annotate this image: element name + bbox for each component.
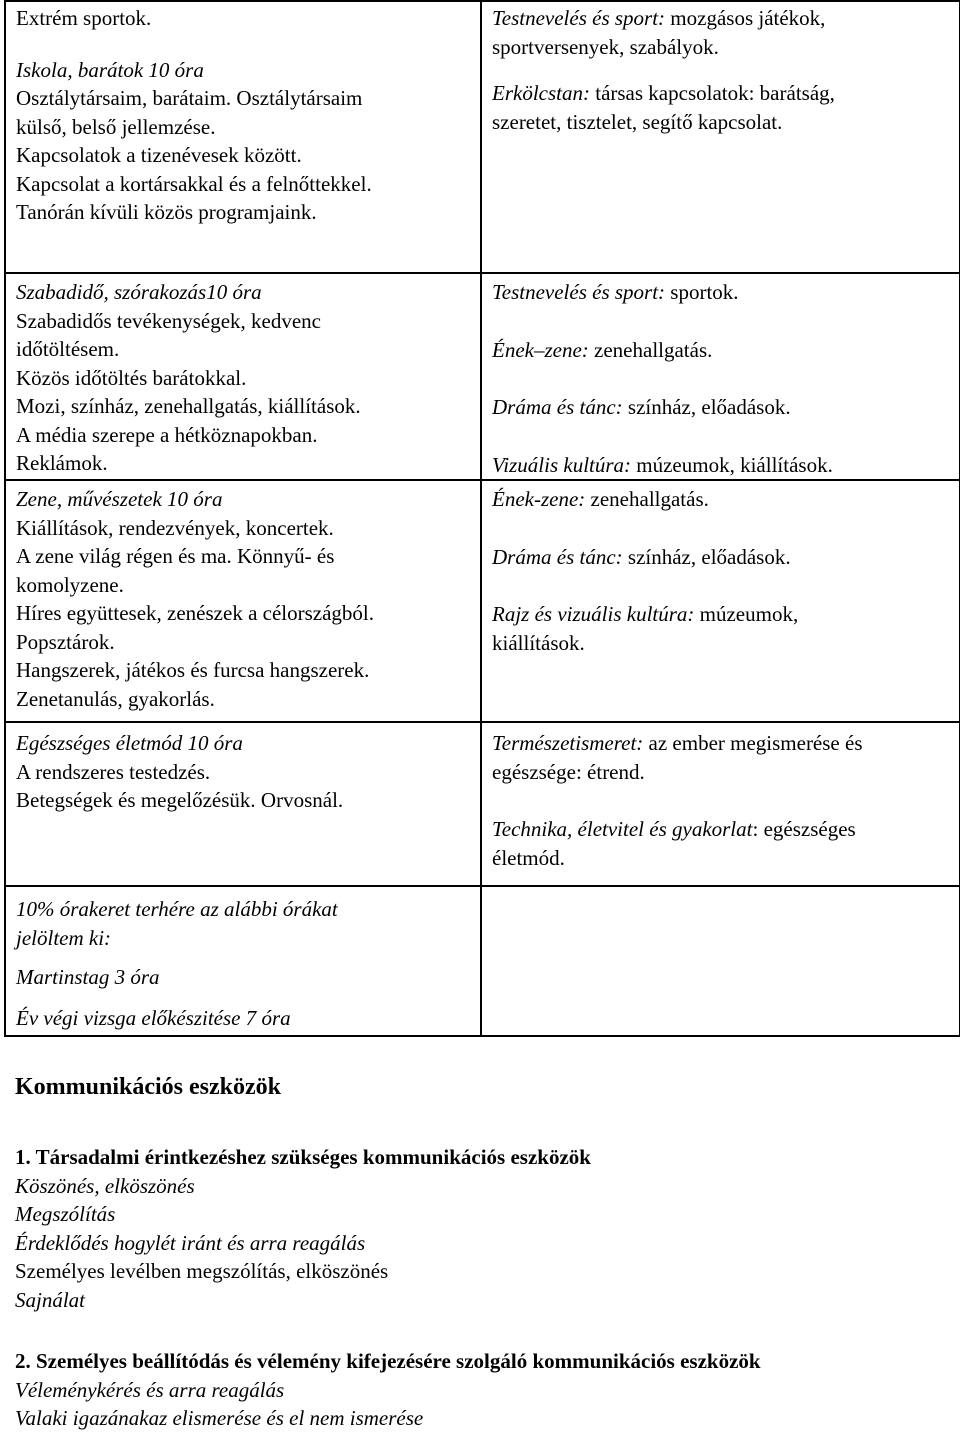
subject-topic: zenehallgatás. <box>585 487 709 511</box>
subject-topic: múzeumok, <box>694 602 799 626</box>
subsection-title: 2. Személyes beállítódás és vélemény kifejezésére szolgáló kommunikációs eszközök <box>15 1349 761 1373</box>
subject-name: Erkölcstan: <box>492 81 590 105</box>
subject-name: Természetismeret: <box>492 731 644 755</box>
topic-line: A zene világ régen és ma. Könnyű- és <box>16 544 335 568</box>
subject-name: Ének–zene: <box>492 337 589 362</box>
allocation-note: jelöltem ki: <box>16 925 112 950</box>
table-cell-right <box>481 273 960 480</box>
subsection-1 <box>15 1143 591 1314</box>
list-item: Érdeklődés hogylét iránt és arra reagálás <box>15 1230 366 1255</box>
subject-name: Ének-zene: <box>492 487 586 511</box>
topic-line: Kapcsolatok a tizenévesek között. <box>16 143 302 167</box>
curriculum-table <box>4 0 960 1037</box>
subject-topic: sportok. <box>665 280 739 304</box>
subject-topic: zenehallgatás. <box>588 337 713 362</box>
topic-line: külső, belső jellemzése. <box>16 114 216 139</box>
table-cell-left <box>5 273 481 480</box>
list-item: Valaki igazánakaz elismerése és el nem ismerése <box>15 1406 424 1430</box>
subject-topic: : egészséges <box>752 817 856 841</box>
subject-topic: társas kapcsolatok: barátság, <box>589 81 835 105</box>
list-item: Személyes levélben megszólítás, elköszönés <box>15 1259 389 1283</box>
topic-line: Mozi, színház, zenehallgatás, kiállítások. <box>16 394 361 418</box>
topic-title: Iskola, barátok 10 óra <box>16 57 204 82</box>
table-cell-left <box>5 1 481 273</box>
subject-topic: szeretet, tisztelet, segítő kapcsolat. <box>492 109 783 134</box>
topic-line: komolyzene. <box>16 572 124 597</box>
table-cell-right <box>481 1 960 273</box>
topic-line: időtöltésem. <box>16 337 120 361</box>
subject-topic: életmód. <box>492 845 565 870</box>
topic-line: Popsztárok. <box>16 629 115 654</box>
topic-line: Szabadidős tevékenységek, kedvenc <box>16 308 321 333</box>
table-row <box>5 886 960 1036</box>
subsection-2 <box>15 1347 761 1433</box>
table-row <box>5 273 960 480</box>
subject-name: Technika, életvitel és gyakorlat <box>492 817 753 841</box>
subject-name: Testnevelés és sport: <box>492 280 666 304</box>
topic-line: Reklámok. <box>16 451 108 475</box>
list-item: Megszólítás <box>15 1202 116 1226</box>
table-row <box>5 480 960 722</box>
table-cell-left <box>5 886 481 1036</box>
table-cell-right <box>481 886 960 1036</box>
list-item: Köszönés, elköszönés <box>15 1173 195 1198</box>
subject-name: Vizuális kultúra: <box>492 452 632 477</box>
block-text: Extrém sportok. <box>16 6 152 30</box>
subject-topic: színház, előadások. <box>622 544 791 569</box>
topic-line: A média szerepe a hétköznapokban. <box>16 422 318 447</box>
subject-topic: kiállítások. <box>492 630 585 655</box>
subject-name: Rajz és vizuális kultúra: <box>492 602 695 626</box>
allocation-note: 10% órakeret terhére az alábbi órákat <box>16 897 338 921</box>
subsection-title: 1. Társadalmi érintkezéshez szükséges kommunikációs eszközök <box>15 1145 591 1169</box>
subject-topic: egészsége: étrend. <box>492 759 645 784</box>
topic-line: Híres együttesek, zenészek a célországból. <box>16 601 375 625</box>
subject-name: Testnevelés és sport: <box>492 6 666 30</box>
topic-title: Szabadidő, szórakozás10 óra <box>16 280 262 304</box>
topic-line: Osztálytársaim, barátaim. Osztálytársaim <box>16 86 363 110</box>
topic-line: Hangszerek, játékos és furcsa hangszerek. <box>16 658 370 682</box>
table-row <box>5 1 960 273</box>
topic-line: Betegségek és megelőzésük. Orvosnál. <box>16 788 344 812</box>
topic-line: Kiállítások, rendezvények, koncertek. <box>16 515 334 540</box>
topic-title: Egészséges életmód 10 óra <box>16 731 243 755</box>
table-cell-left <box>5 722 481 886</box>
section-heading: Kommunikációs eszközök <box>15 1074 282 1100</box>
topic-line: Közös időtöltés barátokkal. <box>16 365 247 390</box>
table-cell-right <box>481 480 960 722</box>
communication-section <box>15 1072 281 1102</box>
allocation-item: Martinstag 3 óra <box>16 965 160 989</box>
allocation-item: Év végi vizsga előkészitése 7 óra <box>16 1005 291 1030</box>
subject-topic: sportversenyek, szabályok. <box>492 34 719 59</box>
topic-line: Kapcsolat a kortársakkal és a felnőttekkel. <box>16 171 372 196</box>
list-item: Sajnálat <box>15 1287 86 1312</box>
topic-line: A rendszeres testedzés. <box>16 759 211 784</box>
subject-topic: múzeumok, kiállítások. <box>631 452 833 477</box>
table-cell-right <box>481 722 960 886</box>
subject-topic: színház, előadások. <box>622 395 791 419</box>
topic-line: Tanórán kívüli közös programjaink. <box>16 200 317 224</box>
list-item: Véleménykérés és arra reagálás <box>15 1377 285 1402</box>
subject-topic: mozgásos játékok, <box>665 6 826 30</box>
table-row <box>5 722 960 886</box>
topic-title: Zene, művészetek 10 óra <box>16 487 223 511</box>
subject-name: Dráma és tánc: <box>492 544 623 569</box>
table-cell-left <box>5 480 481 722</box>
subject-topic: az ember megismerése és <box>643 731 863 755</box>
subject-name: Dráma és tánc: <box>492 395 623 419</box>
topic-line: Zenetanulás, gyakorlás. <box>16 686 215 711</box>
